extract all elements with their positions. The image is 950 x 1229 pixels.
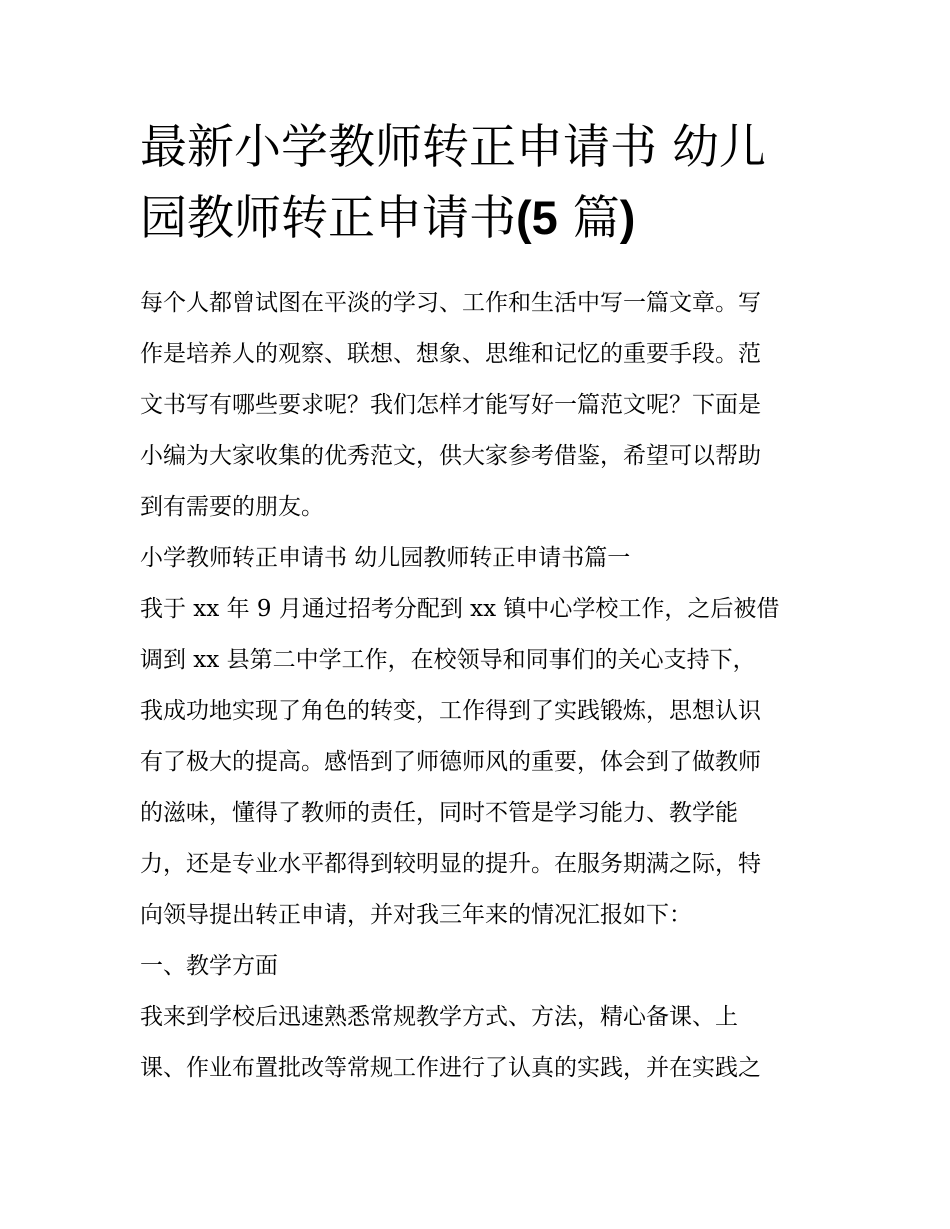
body-line: 每个人都曾试图在平淡的学习、工作和生活中写一篇文章。写 [140, 290, 761, 316]
body-line: 文书写有哪些要求呢？我们怎样才能写好一篇范文呢？下面是 [140, 392, 761, 418]
document-title [140, 113, 820, 254]
body-line: 我来到学校后迅速熟悉常规教学方式、方法，精心备课、上 [140, 1004, 738, 1030]
body-line: 力，还是专业水平都得到较明显的提升。在服务期满之际，特 [140, 851, 761, 877]
title-count-open: (5 [516, 191, 558, 244]
title-count-close: ) [619, 191, 636, 244]
body-line: 的滋味，懂得了教师的责任，同时不管是学习能力、教学能 [140, 800, 738, 826]
title-line-2 [140, 183, 820, 254]
body-line: 我成功地实现了角色的转变，工作得到了实践锻炼，思想认识 [140, 698, 761, 724]
section-heading: 小学教师转正申请书 幼儿园教师转正申请书篇一 [140, 545, 631, 571]
body-line: 到有需要的朋友。 [140, 494, 324, 520]
title-line-2-text: 园教师转正申请书 [140, 191, 516, 246]
body-line: 课、作业布置批改等常规工作进行了认真的实践，并在实践之 [140, 1055, 761, 1081]
body-line: 调到 xx 县第二中学工作，在校领导和同事们的关心支持下， [140, 647, 756, 673]
body-line: 小编为大家收集的优秀范文，供大家参考借鉴，希望可以帮助 [140, 443, 761, 469]
body-line: 我于 xx 年 9 月通过招考分配到 xx 镇中心学校工作，之后被借 [140, 596, 780, 622]
document-body [140, 278, 820, 1094]
subsection-heading: 一、教学方面 [140, 953, 278, 979]
title-line-1: 最新小学教师转正申请书 幼儿 [140, 120, 766, 175]
body-line: 作是培养人的观察、联想、想象、思维和记忆的重要手段。范 [140, 341, 761, 367]
body-line: 有了极大的提高。感悟到了师德师风的重要，体会到了做教师 [140, 749, 761, 775]
body-line: 向领导提出转正申请，并对我三年来的情况汇报如下： [140, 902, 692, 928]
title-count-unit: 篇 [557, 191, 620, 246]
